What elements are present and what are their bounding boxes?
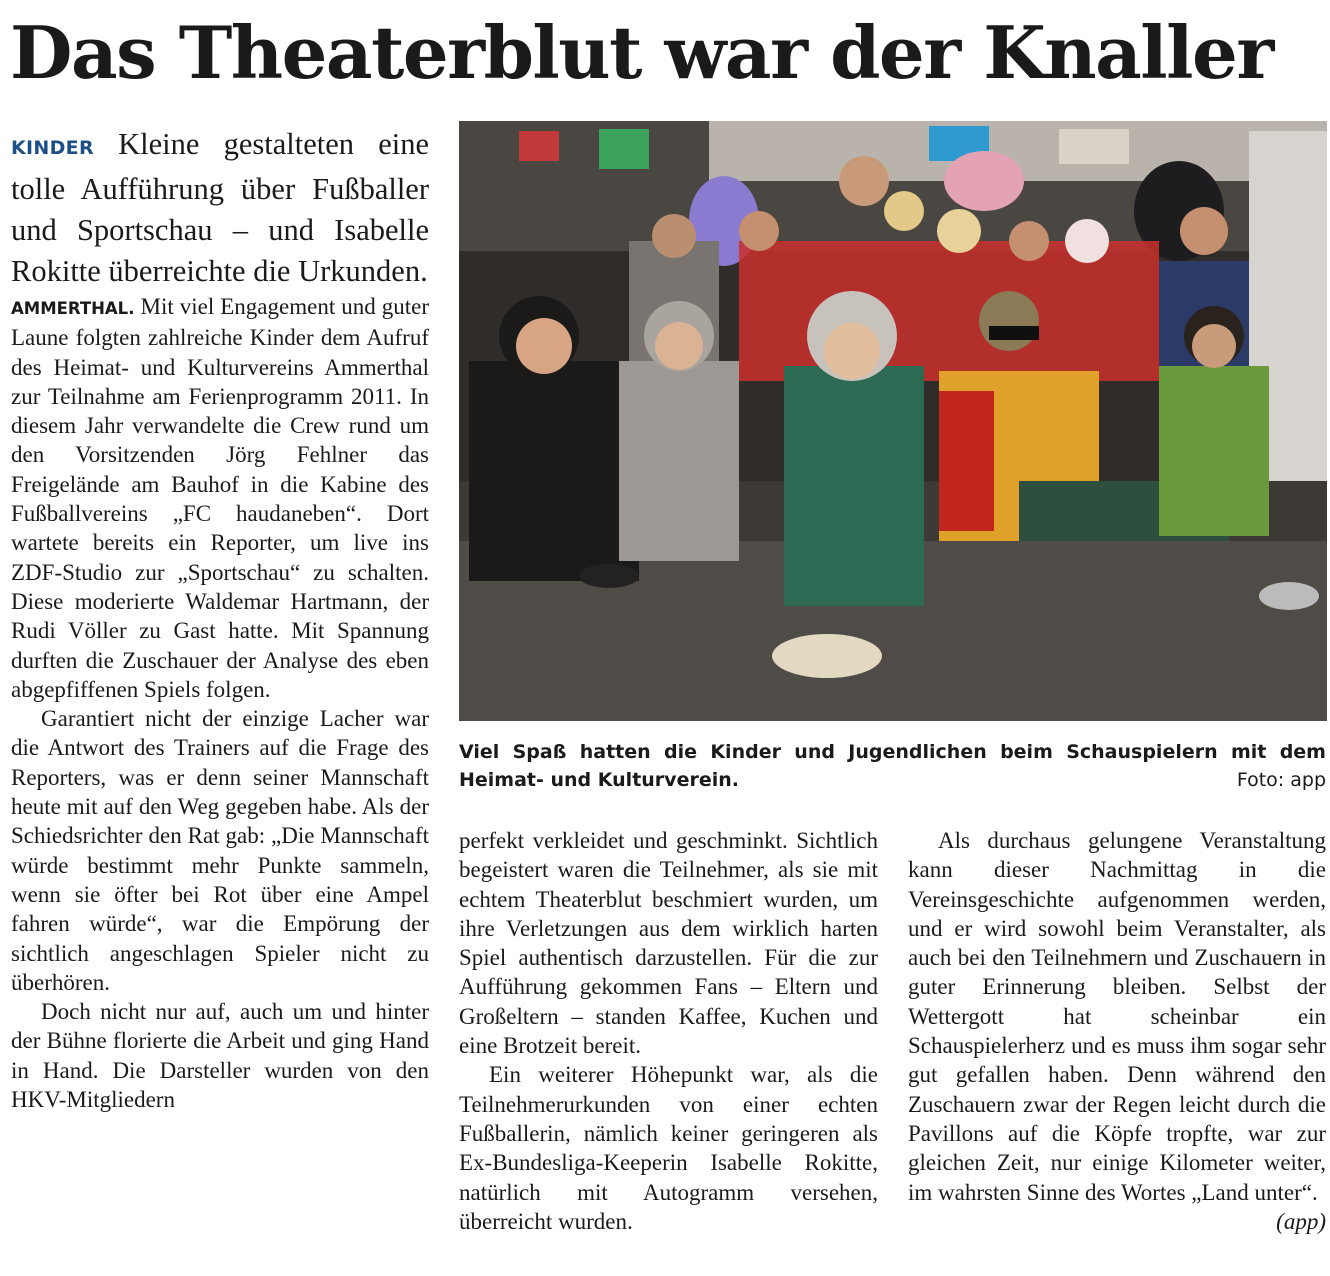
article-paragraph: Ein weiterer Höhepunkt war, als die Teilnehmerurkunden von einer echten Fußballerin, nämlich keiner geringeren als Ex-Bundesliga-Keeperin Isabelle Rokitte, natürlich mit Autogramm versehen, überreicht wurden. — [459, 1062, 878, 1234]
caption-text: Viel Spaß hatten die Kinder und Jugendlichen beim Schauspielern mit dem Heimat- und Kulturverein. — [459, 741, 1326, 791]
headline: Das Theaterblut war der Knaller — [10, 10, 1273, 95]
article-column-1 — [11, 124, 429, 1114]
article-paragraph: Garantiert nicht der einzige Lacher war die Antwort des Trainers auf die Frage des Reporters, was er denn seiner Mannschaft heute mit auf den Weg gegeben habe. Als der Schiedsrichter den Rat gab: „Die Mannschaft würde bestimmt mehr Punkte sammeln, wenn sie öfter bei Rot über eine Ampel fahren würde“, war die Empörung der sichtlich angeschlagen Spieler nicht zu überhören. — [11, 706, 429, 995]
teaser-text: Kleine gestalteten eine tolle Aufführung über Fußballer und Sportschau – und Isabelle Rokitte überreichte die Urkunden. — [11, 127, 429, 288]
photo-credit: Foto: app — [1236, 769, 1326, 791]
photo-illustration — [459, 121, 1327, 721]
photo-caption — [459, 738, 1326, 794]
teaser — [11, 124, 429, 292]
article-column-2 — [459, 826, 878, 1236]
paragraph-text: Mit viel Engagement und guter Laune folgten zahlreiche Kinder dem Aufruf des Heimat- und Kulturvereins Ammerthal zur Teilnahme am Ferienprogramm 2011. In diesem Jahr verwandelte die Crew rund um den Vorsitzenden Jörg Fehlner das Freigelände am Bauhof in die Kabine des Fußballvereins „FC haudaneben“. Dort wartete bereits ein Reporter, um live ins ZDF-Studio zur „Sportschau“ zu schalten. Diese moderierte Waldemar Hartmann, der Rudi Völler zu Gast hatte. Mit Spannung durften die Zuschauer der Analyse des eben abgepfiffenen Spiels folgen. — [11, 294, 430, 702]
article-body-1 — [11, 292, 429, 1114]
dateline: AMMERTHAL. — [11, 299, 135, 318]
article-column-3 — [908, 826, 1326, 1236]
teaser-kicker: KINDER — [11, 137, 94, 159]
article-paragraph — [908, 826, 1326, 1234]
paragraph-text: Als durchaus gelungene Veranstaltung kann dieser Nachmittag in die Vereinsgeschichte aufgenommen werden, und er wird sowohl beim Veranstalter, als auch bei den Teilnehmern und Zuschauern in guter Erinnerung bleiben. Selbst der Wettergott hat scheinbar ein Schauspielerherz und es muss ihm sogar sehr gut gefallen haben. Denn während den Zuschauern zwar der Regen leicht durch die Pavillons auf die Köpfe tropfte, war zur gleichen Zeit, nur einige Kilometer weiter, im wahrsten Sinne des Wortes „Land unter“. — [908, 828, 1326, 1205]
author-signature: (app) — [1276, 1208, 1326, 1234]
article-paragraph — [11, 292, 429, 704]
article-photo — [459, 121, 1327, 721]
article-paragraph: perfekt verkleidet und geschminkt. Sichtlich begeistert waren die Teilnehmer, als sie mit echtem Theaterblut beschmiert wurden, um ihre Verletzungen aus dem wirklich harten Spiel authentisch darzustellen. Für die zur Aufführung gekommen Fans – Eltern und Großeltern – standen Kaffee, Kuchen und eine Brotzeit bereit. — [459, 828, 878, 1059]
article-paragraph: Doch nicht nur auf, auch um und hinter der Bühne florierte die Arbeit und ging Hand in Hand. Die Darsteller wurden von den HKV-Mitgliedern — [11, 999, 429, 1113]
